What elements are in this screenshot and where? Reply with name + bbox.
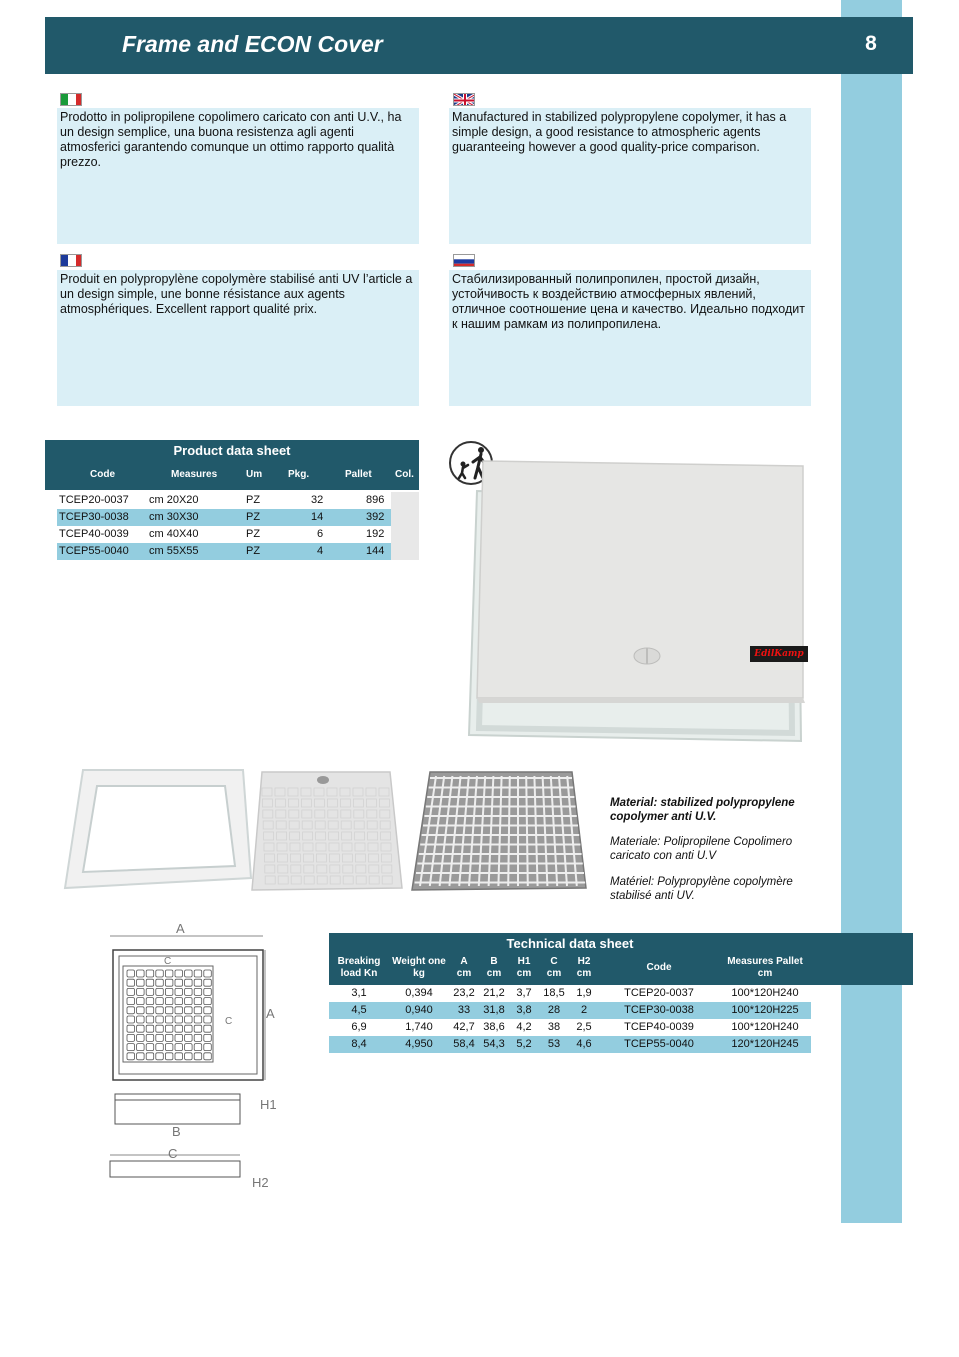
cell-color [391,526,419,543]
dim-label-b: B [172,1124,181,1139]
technical-sheet-header [329,933,913,985]
page-header [45,17,913,74]
technical-sheet-title: Technical data sheet [506,936,634,951]
cell-h1: 5,2 [516,1038,532,1050]
cell-color [391,492,419,509]
col-pkg: Pkg. [288,469,310,480]
cell-measures: cm 20X20 [149,494,199,506]
cell-a: 33 [457,1004,471,1016]
cell-pkg: 32 [311,494,324,506]
cell-um: PZ [246,528,261,540]
cell-pallet: 192 [366,528,385,540]
technical-sheet-body [329,985,913,1053]
uk-flag-icon [453,93,475,106]
dim-label-a-top: A [176,921,185,936]
cover-photo [250,770,405,897]
cell-breaking-load: 3,1 [351,987,367,999]
dim-label-h2: H2 [252,1175,269,1190]
cell-breaking-load: 4,5 [351,1004,367,1016]
table-row [329,1036,811,1053]
table-row [57,543,419,560]
table-row [329,1002,811,1019]
table-row [329,1019,811,1036]
cell-h1: 3,8 [516,1004,532,1016]
technical-drawing [105,918,285,1198]
material-french: Matériel: Polypropylène copolymère stabilisé anti UV. [610,876,793,902]
cell-pkg: 4 [317,545,324,557]
col-h1: H1 cm [516,956,532,979]
cell-weight: 0,394 [405,987,433,999]
product-data-sheet [45,440,419,557]
cell-measures-pallet: 120*120H245 [731,1038,799,1050]
brand-logo: EdilKamp [750,646,808,662]
cell-color [391,543,419,560]
cell-code: TCEP40-0039 [59,528,129,540]
col-code: Code [90,469,115,480]
description-french: Produit en polypropylène copolymère stabilisé anti UV l’article a un design simple, une bonne résistance aux agents atmosphériques. Excellent rapport qualité prix. [57,270,419,406]
dim-label-c: C [168,1146,178,1161]
cell-measures-pallet: 100*120H240 [731,1021,799,1033]
cell-h2: 4,6 [576,1038,592,1050]
cell-code: TCEP55-0040 [59,545,129,557]
col-pallet: Pallet [345,469,372,480]
table-row [57,509,419,526]
cell-weight: 1,740 [405,1021,433,1033]
cell-measures: cm 40X40 [149,528,199,540]
cell-pkg: 6 [317,528,324,540]
cell-measures: cm 55X55 [149,545,199,557]
cell-code: TCEP20-0037 [624,987,694,999]
cell-pallet: 144 [366,545,385,557]
cell-b: 31,8 [483,1004,505,1016]
technical-data-sheet [329,933,913,1053]
cell-color [391,509,419,526]
table-row [329,985,811,1002]
col-a: A cm [456,956,472,979]
cell-code: TCEP20-0037 [59,494,129,506]
dim-label-c-inner: C [164,956,172,967]
dim-label-a-side: A [266,1006,275,1021]
col-um: Um [246,469,263,480]
col-h2: H2 cm [576,956,592,979]
cell-b: 54,3 [483,1038,505,1050]
cell-um: PZ [246,494,261,506]
col-weight: Weight one kg [392,956,446,979]
page-number: 8 [865,32,877,55]
col-measures: Measures [171,469,218,480]
col-code: Code [646,962,672,973]
cell-measures: cm 30X30 [149,511,199,523]
col-b: B cm [486,956,502,979]
description-russian: Стабилизированный полипропилен, простой дизайн, устойчивость к воздействию атмосферных явлений, отличное соотношение цена и качество. Идеально подходит к нашим рамкам из полипропилена. [449,270,811,406]
col-breaking-load: Breaking load Kn [337,956,381,979]
french-flag-icon [60,254,82,267]
product-sheet-header [45,440,419,490]
dim-label-h1: H1 [260,1097,277,1112]
col-c: C cm [546,956,562,979]
cell-b: 38,6 [483,1021,505,1033]
cell-breaking-load: 8,4 [351,1038,367,1050]
cell-um: PZ [246,545,261,557]
cell-h1: 4,2 [516,1021,532,1033]
cell-c: 53 [547,1038,561,1050]
cell-pkg: 14 [311,511,324,523]
cell-measures-pallet: 100*120H240 [731,987,799,999]
cell-a: 58,4 [453,1038,475,1050]
italian-flag-icon [60,93,82,106]
cell-h2: 2,5 [576,1021,592,1033]
cell-weight: 4,950 [405,1038,433,1050]
cell-code: TCEP55-0040 [624,1038,694,1050]
russian-flag-icon [453,254,475,267]
frame-photo [63,768,253,897]
cell-h1: 3,7 [516,987,532,999]
cell-breaking-load: 6,9 [351,1021,367,1033]
cell-c: 28 [547,1004,561,1016]
grate-photo [410,770,590,897]
cell-measures-pallet: 100*120H225 [731,1004,799,1016]
cell-code: TCEP40-0039 [624,1021,694,1033]
frame-cover-photo [465,458,810,748]
cell-weight: 0,940 [405,1004,433,1016]
material-italian: Materiale: Polipropilene Copolimero caricato con anti U.V [610,836,793,862]
cell-code: TCEP30-0038 [59,511,129,523]
cell-pallet: 392 [366,511,385,523]
page-title: Frame and ECON Cover [122,31,383,57]
cell-c: 18,5 [543,987,565,999]
cell-b: 21,2 [483,987,505,999]
material-english: Material: stabilized polypropylene copolymer anti U.V. [610,797,795,823]
table-row [57,526,419,543]
cell-c: 38 [547,1021,561,1033]
cell-um: PZ [246,511,261,523]
table-row [57,492,419,509]
cell-h2: 2 [580,1004,588,1016]
product-sheet-body [57,492,419,560]
cell-pallet: 896 [366,494,385,506]
cell-a: 23,2 [453,987,475,999]
cell-code: TCEP30-0038 [624,1004,694,1016]
cell-a: 42,7 [453,1021,475,1033]
col-color: Col. [395,469,414,480]
description-english: Manufactured in stabilized polypropylene copolymer, it has a simple design, a good resistance to atmospheric agents guaranteeing however a good quality-price comparison. [449,108,811,244]
description-italian: Prodotto in polipropilene copolimero caricato con anti U.V., ha un design semplice, una buona resistenza agli agenti atmosferici garantendo comunque un ottimo rapporto qualità prezzo. [57,108,419,244]
col-measures-pallet: Measures Pallet cm [727,956,803,979]
product-sheet-title: Product data sheet [173,443,291,458]
cell-h2: 1,9 [576,987,592,999]
dim-label-c-side: C [225,1016,233,1027]
